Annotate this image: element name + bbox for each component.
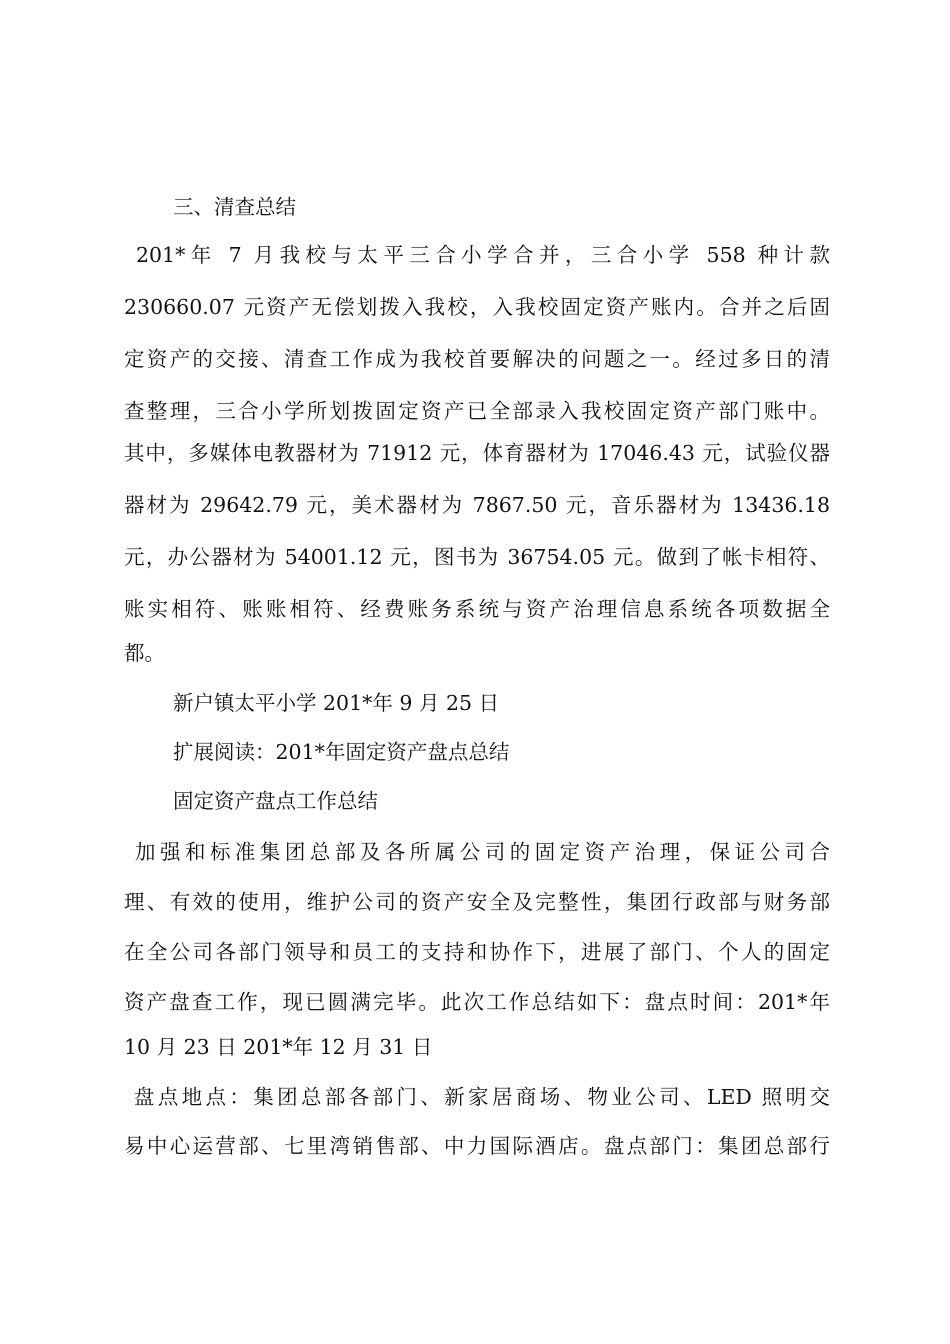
paragraph-line: 10 月 23 日 201*年 12 月 31 日: [124, 1035, 433, 1059]
paragraph-line: 都。: [124, 641, 165, 665]
paragraph-line: 加强和标准集团总部及各所属公司的固定资产治理，保证公司合: [124, 840, 830, 864]
subtitle: 固定资产盘点工作总结: [173, 789, 378, 813]
signature-line: 新户镇太平小学 201*年 9 月 25 日: [173, 691, 500, 715]
section-heading: 三、清查总结: [173, 195, 296, 219]
paragraph-line: 查整理，三合小学所划拨固定资产已全部录入我校固定资产部门账中。: [124, 399, 830, 423]
extended-reading-line: 扩展阅读：201*年固定资产盘点总结: [173, 740, 510, 764]
paragraph-line: 元，办公器材为 54001.12 元，图书为 36754.05 元。做到了帐卡相符、: [124, 545, 830, 569]
paragraph-line: 器材为 29642.79 元，美术器材为 7867.50 元，音乐器材为 13436.18: [124, 493, 830, 517]
paragraph-line: 其中，多媒体电教器材为 71912 元，体育器材为 17046.43 元，试验仪器: [124, 441, 830, 465]
paragraph-line: 理、有效的使用，维护公司的资产安全及完整性，集团行政部与财务部: [124, 890, 830, 914]
paragraph-line: 账实相符、账账相符、经费账务系统与资产治理信息系统各项数据全: [124, 597, 830, 621]
paragraph-line: 定资产的交接、清查工作成为我校首要解决的问题之一。经过多日的清: [124, 347, 830, 371]
paragraph-line: 盘点地点：集团总部各部门、新家居商场、物业公司、LED 照明交: [124, 1085, 830, 1109]
paragraph-line: 易中心运营部、七里湾销售部、中力国际酒店。盘点部门：集团总部行: [124, 1134, 830, 1158]
paragraph-line: 230660.07 元资产无偿划拨入我校，入我校固定资产账内。合并之后固: [124, 295, 830, 319]
paragraph-line: 资产盘查工作，现已圆满完毕。此次工作总结如下：盘点时间：201*年: [124, 990, 830, 1014]
paragraph-line: 在全公司各部门领导和员工的支持和协作下，进展了部门、个人的固定: [124, 940, 830, 964]
paragraph-line: 201*年 7 月我校与太平三合小学合并，三合小学 558 种计款: [124, 243, 830, 267]
